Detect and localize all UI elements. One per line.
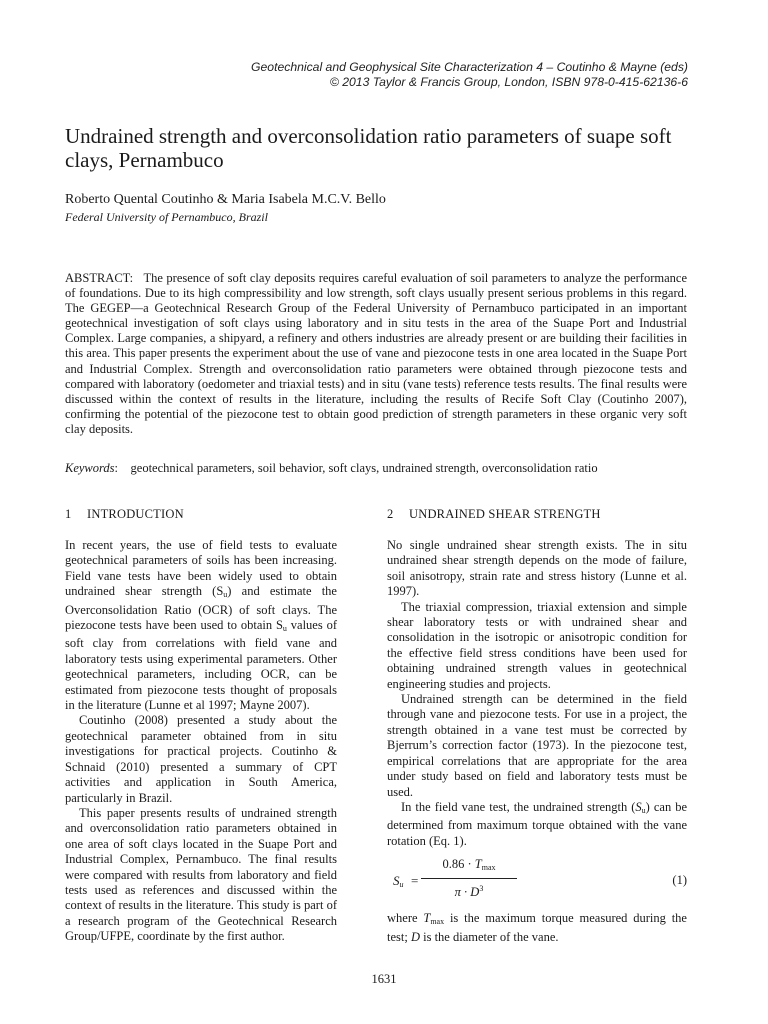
keywords-label: Keywords	[65, 461, 115, 475]
equation-numerator	[421, 857, 517, 877]
page-number: 1631	[371, 972, 397, 986]
equation-lhs	[393, 873, 404, 892]
section-2-heading	[387, 507, 687, 522]
equation-num-var: T	[474, 857, 482, 872]
section-1-heading	[65, 507, 337, 522]
affiliation: Federal University of Pernambuco, Brazil	[65, 210, 268, 224]
section-1-number: 1	[65, 507, 72, 521]
shear-paragraph-1: No single undrained shear strength exists. The in situ undrained shear strength depends on the mode of failure, soil anisotropy, strain rate and stress history (Lunne et al. 1997).	[387, 538, 687, 599]
shear-p5-var-2: D	[410, 929, 420, 944]
abstract-label: ABSTRACT:	[65, 271, 134, 285]
section-2-title: UNDRAINED SHEAR STRENGTH	[409, 507, 601, 521]
section-1-title: INTRODUCTION	[87, 507, 184, 521]
shear-paragraph-4	[387, 800, 687, 849]
intro-p1-text-a: In recent years, the use of field tests to evaluate geotechnical parameters of soils has been increasing. Field vane tests have been widely used to obtain undrained shear strength (S	[65, 538, 337, 599]
abstract	[65, 271, 687, 437]
intro-paragraph-1	[65, 538, 337, 713]
shear-p5-text-b: is the maximum torque measured during the test;	[387, 911, 687, 944]
header-line-1: Geotechnical and Geophysical Site Characterization 4 – Coutinho & Mayne (eds)	[251, 60, 688, 74]
running-header	[251, 60, 688, 90]
keywords-text: geotechnical parameters, soil behavior, soft clays, undrained strength, overconsolidation ratio	[130, 461, 598, 475]
shear-paragraph-2: The triaxial compression, triaxial extension and simple shear laboratory tests or with undrained shear and consolidation in the isotropic or anisotropic condition for the effective field stress conditions have been used for obtaining undrained strength values in geotechnical engineering studies and projects.	[387, 599, 687, 691]
intro-paragraph-2: Coutinho (2008) presented a study about the geotechnical parameter obtained from in situ investigations for practical projects. Coutinho & Schnaid (2010) presented a summary of CPT activities and application in South America, particularly in Brazil.	[65, 713, 337, 805]
equation-num-sub: max	[481, 863, 496, 873]
shear-p4-sub: u	[641, 805, 646, 815]
equation-den-pi: π ·	[454, 884, 471, 899]
right-column	[387, 507, 687, 945]
shear-p4-text-a: In the field vane test, the undrained strength (	[401, 799, 636, 814]
header-line-2: © 2013 Taylor & Francis Group, London, ISBN 978-0-415-62136-6	[329, 75, 688, 89]
intro-p1-sub-1: u	[223, 590, 228, 600]
equation-1	[387, 853, 687, 909]
intro-p1-sub-2: u	[282, 624, 287, 634]
shear-p4-text-b: ) can be determined from maximum torque obtained with the vane rotation (Eq. 1).	[387, 799, 687, 848]
shear-p4-var: S	[635, 799, 642, 814]
equation-den-sup: 3	[479, 883, 484, 893]
equation-denominator	[421, 879, 517, 900]
abstract-text: The presence of soft clay deposits requires careful evaluation of soil parameters to analyze the performance of foundations. Due to its high compressibility and low strength, soft clays usually present serious problems in this regard. The GEGEP—a Geotechnical Research Group of the Federal University of Pernambuco participated in an important geotechnical investigation of soft clays using laboratory and in situ tests in the area of the Suape Port and Industrial Complex. Large companies, a shipyard, a refinery and others industries are already present or are building their facilities in this area. This paper presents the experiment about the use of vane and piezocone tests in one area located in the Suape Port and Industrial Complex. Strength and overconsolidation ratio parameters were obtained through piezocone tests and compared with laboratory (oedometer and triaxial tests) and in situ (vane tests) reference tests results. The final results were discussed within the context of results in the literature, including the results of Recife Soft Clay (Coutinho 2007), confirming the potential of the piezocone test to obtain good prediction of strength parameters in these organic very soft clay deposits.	[65, 271, 687, 436]
intro-paragraph-3: This paper presents results of undrained strength and overconsolidation ratio parameters obtained in one area of soft clays located in the Suape Port and Industrial Complex, Pernambuco. The final results were compared with results from laboratory and field tests used as references and discussed within the context of results in the literature. This study is part of a research program of the Geotechnical Research Group/UFPE, coordinate by the first author.	[65, 805, 337, 944]
intro-p1-text-c: values of soft clay from correlations with field vane and laboratory tests using experimental parameters. Other geotechnical parameters, including OCR, can be estimated from piezocone tests thought of proposals in the literature (Lunne et al 1997; Mayne 2007).	[65, 618, 337, 713]
equation-fraction	[421, 857, 517, 900]
section-2-number: 2	[387, 507, 394, 521]
intro-p1-text-b: ) and estimate the Overconsolidation Ratio (OCR) of soft clays. The piezocone tests have been used to obtain S	[65, 584, 337, 633]
shear-paragraph-5	[387, 911, 687, 945]
equation-lhs-var: S	[393, 873, 400, 889]
shear-p5-text-c: is the diameter of the vane.	[420, 929, 559, 944]
equation-equals: =	[411, 873, 419, 889]
equation-lhs-sub: u	[399, 880, 404, 890]
left-column	[65, 507, 337, 945]
paper-title: Undrained strength and overconsolidation ratio parameters of suape soft clays, Pernambuco	[65, 124, 672, 172]
authors: Roberto Quental Coutinho & Maria Isabela M.C.V. Bello	[65, 192, 386, 207]
equation-number: (1)	[672, 873, 687, 888]
equation-den-var: D	[470, 884, 480, 899]
equation-num-coef: 0.86 ·	[442, 857, 475, 872]
shear-p5-text-a: where	[387, 911, 424, 926]
shear-p5-var: T	[423, 911, 431, 926]
shear-paragraph-3: Undrained strength can be determined in the field through vane and piezocone tests. For use in a project, the strength obtained in a vane test must be corrected by Bjerrum’s correction factor (1973). In the piezocone test, empirical correlations that are appropriate for the area under study based on field and laboratory tests must be used.	[387, 692, 687, 799]
shear-p5-sub: max	[430, 917, 445, 927]
keywords: Keywords: geotechnical parameters, soil behavior, soft clays, undrained strength, overconsolidation ratio	[65, 461, 598, 475]
